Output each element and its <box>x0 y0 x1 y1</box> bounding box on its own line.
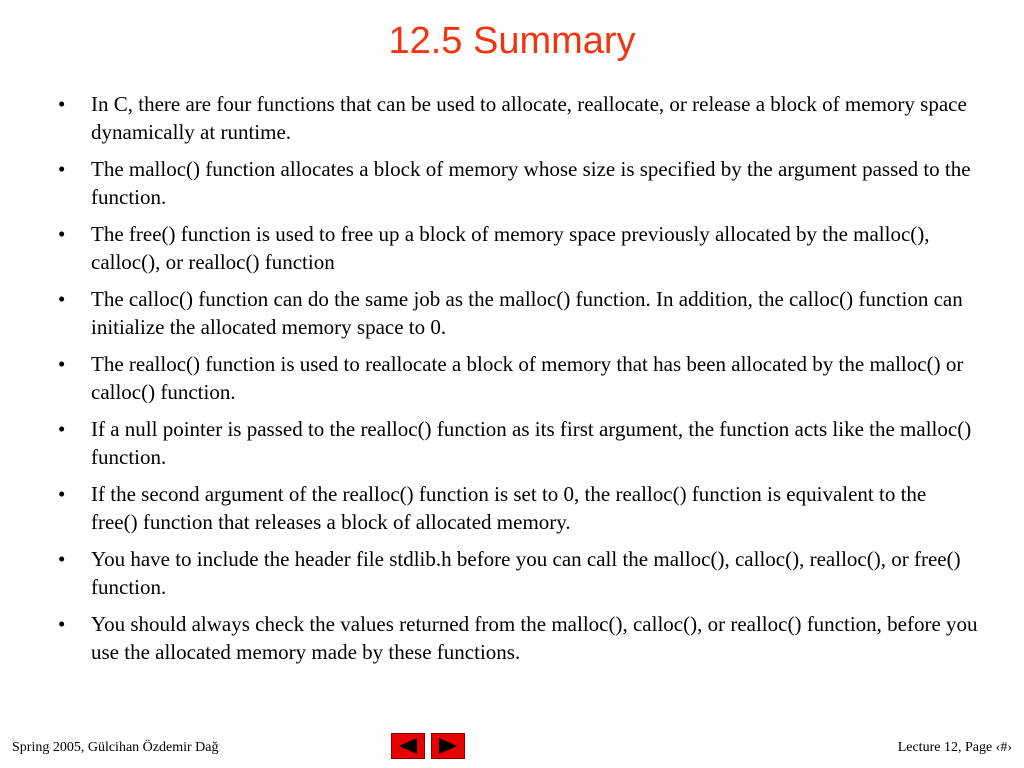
triangle-right-icon <box>437 737 459 755</box>
bullet-symbol: • <box>58 157 66 181</box>
slide-navigation <box>391 733 465 759</box>
bullet-symbol: • <box>58 352 66 376</box>
list-item <box>58 480 978 536</box>
bullet-text: The malloc() function allocates a block of memory whose size is specified by the argument passed to the function. <box>91 157 971 209</box>
bullet-text: The calloc() function can do the same job as the malloc() function. In addition, the calloc() function can initialize the allocated memory space to 0. <box>91 287 963 339</box>
triangle-left-icon <box>397 737 419 755</box>
next-slide-button[interactable] <box>431 733 465 759</box>
list-item <box>58 610 978 666</box>
bullet-text: The realloc() function is used to reallocate a block of memory that has been allocated by the malloc() or calloc() function. <box>91 352 964 404</box>
bullet-text: The free() function is used to free up a block of memory space previously allocated by the malloc(), calloc(), or realloc() function <box>91 222 930 274</box>
previous-slide-button[interactable] <box>391 733 425 759</box>
bullet-text: If a null pointer is passed to the realloc() function as its first argument, the function acts like the malloc() function. <box>91 417 972 469</box>
list-item <box>58 155 978 211</box>
list-item <box>58 220 978 276</box>
bullet-symbol: • <box>58 482 66 506</box>
bullet-symbol: • <box>58 547 66 571</box>
bullet-symbol: • <box>58 287 66 311</box>
list-item <box>58 90 978 146</box>
list-item <box>58 285 978 341</box>
bullet-symbol: • <box>58 417 66 441</box>
bullet-symbol: • <box>58 222 66 246</box>
footer-author: Spring 2005, Gülcihan Özdemir Dağ <box>12 740 219 755</box>
bullet-text: In C, there are four functions that can be used to allocate, reallocate, or release a block of memory space dynamically at runtime. <box>91 92 967 144</box>
bullet-text: You should always check the values returned from the malloc(), calloc(), or realloc() function, before you use the allocated memory made by these functions. <box>91 612 978 664</box>
bullet-text: You have to include the header file stdlib.h before you can call the malloc(), calloc(), realloc(), or free() function. <box>91 547 961 599</box>
bullet-symbol: • <box>58 92 66 116</box>
list-item <box>58 350 978 406</box>
bullet-list <box>58 90 978 675</box>
bullet-symbol: • <box>58 612 66 636</box>
list-item <box>58 545 978 601</box>
bullet-text: If the second argument of the realloc() function is set to 0, the realloc() function is equivalent to the free() function that releases a block of allocated memory. <box>91 482 927 534</box>
list-item <box>58 415 978 471</box>
footer-page-number: Lecture 12, Page ‹#› <box>897 740 1012 755</box>
slide-title: 12.5 Summary <box>388 20 636 62</box>
